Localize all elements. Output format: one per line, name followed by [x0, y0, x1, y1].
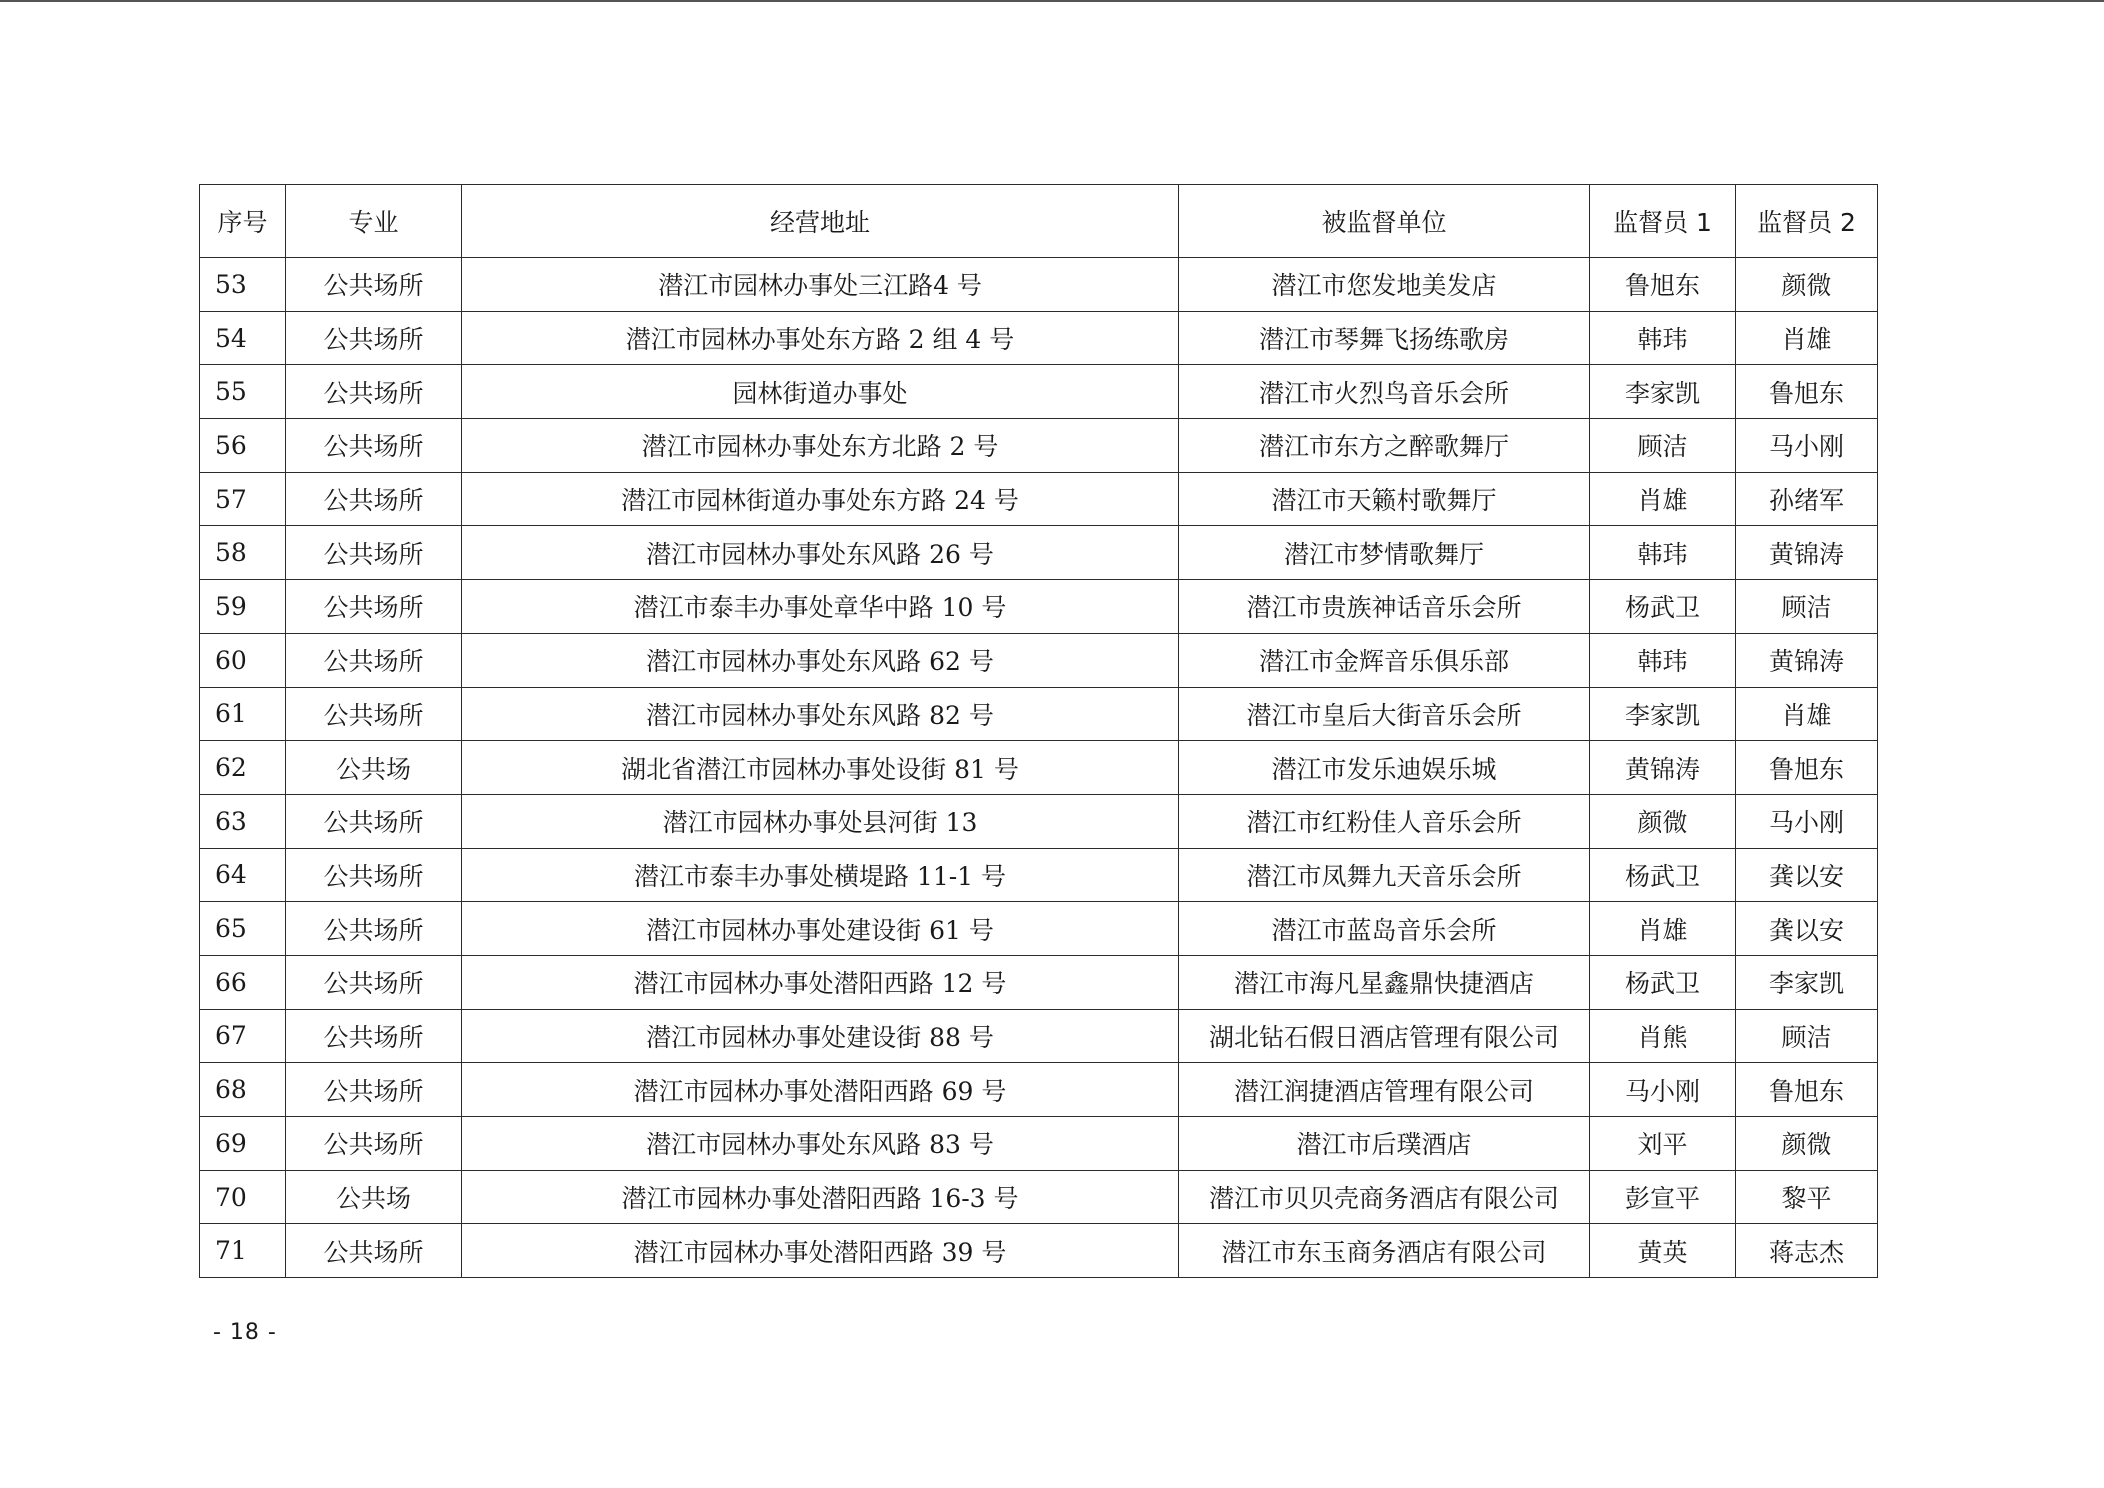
cell-address: 潜江市园林办事处建设街 61 号: [462, 902, 1179, 956]
table-row: [200, 472, 1878, 526]
cell-specialty: 公共场: [286, 741, 462, 795]
page-number: - 18 -: [213, 1320, 277, 1345]
cell-address: 潜江市园林办事处东风路 82 号: [462, 687, 1179, 741]
cell-supervisor-2: 孙绪军: [1736, 472, 1878, 526]
cell-supervisor-1: 肖熊: [1590, 1009, 1736, 1063]
cell-supervisor-1: 肖雄: [1590, 902, 1736, 956]
cell-supervisor-1: 肖雄: [1590, 472, 1736, 526]
cell-supervisor-1: 李家凯: [1590, 687, 1736, 741]
cell-address: 潜江市园林办事处东方路 2 组 4 号: [462, 311, 1179, 365]
cell-unit: 潜江市海凡星鑫鼎快捷酒店: [1179, 955, 1590, 1009]
cell-specialty: 公共场所: [286, 1117, 462, 1171]
cell-address: 潜江市园林办事处东风路 26 号: [462, 526, 1179, 580]
cell-no: 71: [200, 1224, 286, 1278]
cell-address: 潜江市园林办事处潜阳西路 39 号: [462, 1224, 1179, 1278]
cell-supervisor-2: 顾洁: [1736, 1009, 1878, 1063]
cell-unit: 潜江市金辉音乐俱乐部: [1179, 633, 1590, 687]
cell-supervisor-1: 韩玮: [1590, 633, 1736, 687]
cell-specialty: 公共场所: [286, 526, 462, 580]
cell-supervisor-2: 顾洁: [1736, 580, 1878, 634]
cell-no: 54: [200, 311, 286, 365]
cell-no: 67: [200, 1009, 286, 1063]
page-top-rule: [0, 0, 2104, 2]
cell-supervisor-2: 鲁旭东: [1736, 741, 1878, 795]
table-row: [200, 526, 1878, 580]
cell-supervisor-1: 杨武卫: [1590, 848, 1736, 902]
header-supervisor-1: 监督员 1: [1590, 185, 1736, 258]
cell-unit: 潜江市发乐迪娱乐城: [1179, 741, 1590, 795]
cell-address: 潜江市园林办事处东风路 83 号: [462, 1117, 1179, 1171]
cell-supervisor-1: 鲁旭东: [1590, 258, 1736, 312]
table-row: [200, 419, 1878, 473]
cell-supervisor-2: 黄锦涛: [1736, 526, 1878, 580]
table-row: [200, 794, 1878, 848]
cell-specialty: 公共场所: [286, 258, 462, 312]
table-row: [200, 902, 1878, 956]
cell-no: 63: [200, 794, 286, 848]
cell-unit: 潜江市您发地美发店: [1179, 258, 1590, 312]
cell-unit: 潜江润捷酒店管理有限公司: [1179, 1063, 1590, 1117]
cell-no: 53: [200, 258, 286, 312]
table-row: [200, 955, 1878, 1009]
table-row: [200, 311, 1878, 365]
cell-supervisor-2: 蒋志杰: [1736, 1224, 1878, 1278]
table-row: [200, 1009, 1878, 1063]
cell-specialty: 公共场所: [286, 902, 462, 956]
cell-unit: 潜江市琴舞飞扬练歌房: [1179, 311, 1590, 365]
table-body: [200, 258, 1878, 1278]
cell-specialty: 公共场所: [286, 365, 462, 419]
cell-no: 65: [200, 902, 286, 956]
cell-supervisor-1: 黄英: [1590, 1224, 1736, 1278]
cell-supervisor-1: 刘平: [1590, 1117, 1736, 1171]
cell-address: 潜江市园林办事处东风路 62 号: [462, 633, 1179, 687]
cell-unit: 潜江市火烈鸟音乐会所: [1179, 365, 1590, 419]
cell-no: 57: [200, 472, 286, 526]
cell-unit: 潜江市后璞酒店: [1179, 1117, 1590, 1171]
cell-address: 潜江市泰丰办事处章华中路 10 号: [462, 580, 1179, 634]
cell-no: 70: [200, 1170, 286, 1224]
cell-no: 55: [200, 365, 286, 419]
cell-specialty: 公共场所: [286, 848, 462, 902]
cell-supervisor-2: 李家凯: [1736, 955, 1878, 1009]
table-row: [200, 365, 1878, 419]
cell-address: 潜江市园林办事处县河街 13: [462, 794, 1179, 848]
cell-specialty: 公共场所: [286, 1009, 462, 1063]
header-unit: 被监督单位: [1179, 185, 1590, 258]
cell-specialty: 公共场所: [286, 472, 462, 526]
cell-address: 潜江市泰丰办事处横堤路 11-1 号: [462, 848, 1179, 902]
cell-supervisor-1: 马小刚: [1590, 1063, 1736, 1117]
table-row: [200, 687, 1878, 741]
table-row: [200, 741, 1878, 795]
cell-supervisor-1: 杨武卫: [1590, 955, 1736, 1009]
header-supervisor-2: 监督员 2: [1736, 185, 1878, 258]
cell-address: 园林街道办事处: [462, 365, 1179, 419]
cell-no: 60: [200, 633, 286, 687]
cell-supervisor-2: 马小刚: [1736, 794, 1878, 848]
cell-specialty: 公共场所: [286, 794, 462, 848]
cell-supervisor-2: 肖雄: [1736, 311, 1878, 365]
table-row: [200, 1063, 1878, 1117]
cell-supervisor-2: 黄锦涛: [1736, 633, 1878, 687]
cell-no: 56: [200, 419, 286, 473]
cell-supervisor-2: 鲁旭东: [1736, 365, 1878, 419]
supervision-table: [199, 184, 1878, 1278]
cell-supervisor-2: 颜微: [1736, 258, 1878, 312]
cell-specialty: 公共场所: [286, 1224, 462, 1278]
cell-specialty: 公共场所: [286, 687, 462, 741]
cell-unit: 潜江市红粉佳人音乐会所: [1179, 794, 1590, 848]
cell-address: 潜江市园林办事处潜阳西路 69 号: [462, 1063, 1179, 1117]
cell-address: 潜江市园林办事处三江路4 号: [462, 258, 1179, 312]
cell-supervisor-1: 黄锦涛: [1590, 741, 1736, 795]
cell-specialty: 公共场所: [286, 1063, 462, 1117]
header-no: 序号: [200, 185, 286, 258]
cell-no: 62: [200, 741, 286, 795]
cell-supervisor-2: 鲁旭东: [1736, 1063, 1878, 1117]
table-row: [200, 1224, 1878, 1278]
header-specialty: 专业: [286, 185, 462, 258]
cell-unit: 湖北钻石假日酒店管理有限公司: [1179, 1009, 1590, 1063]
cell-unit: 潜江市东方之醉歌舞厅: [1179, 419, 1590, 473]
cell-no: 59: [200, 580, 286, 634]
cell-supervisor-1: 李家凯: [1590, 365, 1736, 419]
cell-specialty: 公共场所: [286, 580, 462, 634]
cell-address: 潜江市园林办事处建设街 88 号: [462, 1009, 1179, 1063]
cell-specialty: 公共场所: [286, 311, 462, 365]
cell-address: 潜江市园林街道办事处东方路 24 号: [462, 472, 1179, 526]
cell-supervisor-2: 黎平: [1736, 1170, 1878, 1224]
cell-no: 58: [200, 526, 286, 580]
cell-supervisor-1: 韩玮: [1590, 311, 1736, 365]
cell-supervisor-1: 顾洁: [1590, 419, 1736, 473]
cell-supervisor-1: 杨武卫: [1590, 580, 1736, 634]
cell-unit: 潜江市蓝岛音乐会所: [1179, 902, 1590, 956]
table-row: [200, 1117, 1878, 1171]
cell-no: 64: [200, 848, 286, 902]
cell-no: 66: [200, 955, 286, 1009]
cell-specialty: 公共场所: [286, 419, 462, 473]
cell-supervisor-2: 龚以安: [1736, 902, 1878, 956]
table-row: [200, 633, 1878, 687]
cell-supervisor-1: 韩玮: [1590, 526, 1736, 580]
cell-unit: 潜江市梦情歌舞厅: [1179, 526, 1590, 580]
cell-unit: 潜江市天籁村歌舞厅: [1179, 472, 1590, 526]
cell-unit: 潜江市凤舞九天音乐会所: [1179, 848, 1590, 902]
cell-no: 61: [200, 687, 286, 741]
cell-address: 潜江市园林办事处东方北路 2 号: [462, 419, 1179, 473]
cell-specialty: 公共场: [286, 1170, 462, 1224]
table-row: [200, 580, 1878, 634]
cell-supervisor-2: 肖雄: [1736, 687, 1878, 741]
cell-unit: 潜江市贝贝壳商务酒店有限公司: [1179, 1170, 1590, 1224]
cell-supervisor-1: 彭宣平: [1590, 1170, 1736, 1224]
cell-unit: 潜江市东玉商务酒店有限公司: [1179, 1224, 1590, 1278]
cell-no: 69: [200, 1117, 286, 1171]
table-row: [200, 848, 1878, 902]
cell-address: 潜江市园林办事处潜阳西路 16-3 号: [462, 1170, 1179, 1224]
cell-specialty: 公共场所: [286, 955, 462, 1009]
cell-supervisor-2: 龚以安: [1736, 848, 1878, 902]
header-address: 经营地址: [462, 185, 1179, 258]
cell-supervisor-2: 颜微: [1736, 1117, 1878, 1171]
cell-unit: 潜江市皇后大街音乐会所: [1179, 687, 1590, 741]
table-row: [200, 258, 1878, 312]
table-row: [200, 1170, 1878, 1224]
header-row: [200, 185, 1878, 258]
cell-address: 潜江市园林办事处潜阳西路 12 号: [462, 955, 1179, 1009]
cell-unit: 潜江市贵族神话音乐会所: [1179, 580, 1590, 634]
cell-no: 68: [200, 1063, 286, 1117]
table-header: [200, 185, 1878, 258]
cell-supervisor-2: 马小刚: [1736, 419, 1878, 473]
cell-specialty: 公共场所: [286, 633, 462, 687]
cell-address: 湖北省潜江市园林办事处设街 81 号: [462, 741, 1179, 795]
cell-supervisor-1: 颜微: [1590, 794, 1736, 848]
